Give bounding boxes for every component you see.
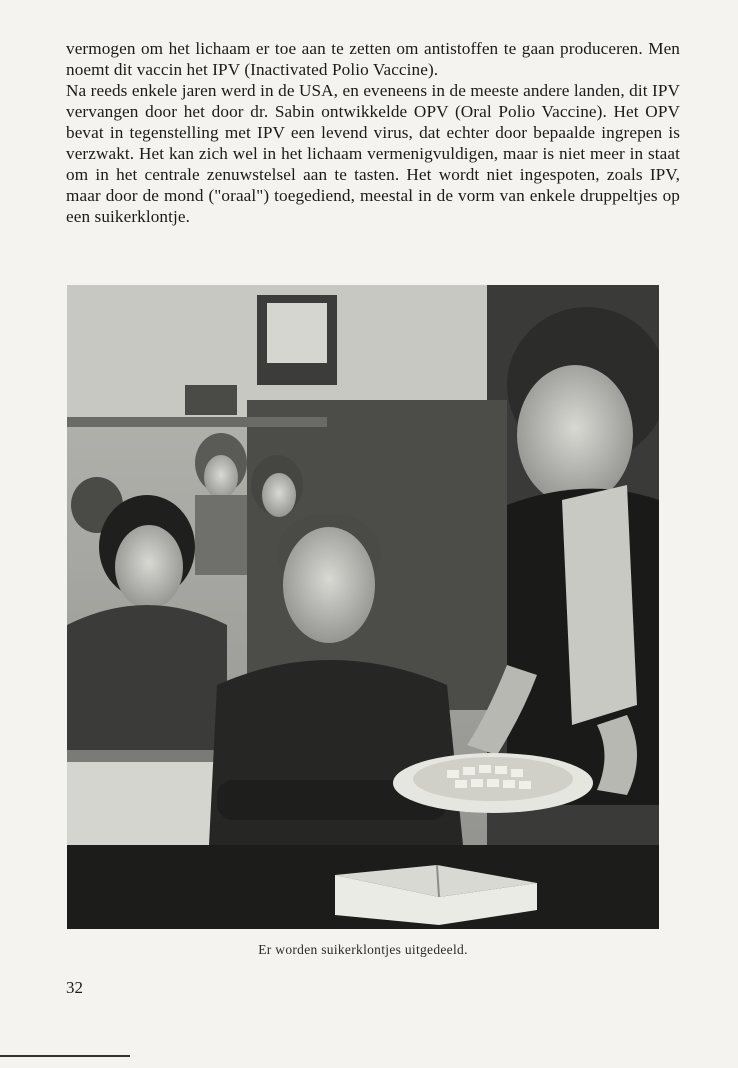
photo-caption: Er worden suikerklontjes uitgedeeld. <box>258 942 468 957</box>
page-number: 32 <box>66 978 83 997</box>
paragraph-2: Na reeds enkele jaren werd in de USA, en eveneens in de meeste andere landen, dit IPV vervangen door het door dr. Sabin ontwikkelde OPV (Oral Polio Vaccine). Het OPV bevat in tegenstelling met IPV een levend virus, dat echter door bepaalde ingrepen is verzwakt. Het kan zich wel in het lichaam vermenigvuldigen, maar is niet meer in staat om in het centrale zenuwstelsel aan te tasten. Het wordt niet ingespoten, zoals IPV, maar door de mond ("oraal") toegediend, meestal in de vorm van enkele druppeltjes op een suikerklontje. <box>66 81 680 226</box>
paragraph-1: vermogen om het lichaam er toe aan te zetten om antistoffen te gaan produceren. Men noemt dit vaccin het IPV (Inactivated Polio Vaccine). <box>66 39 680 79</box>
classroom-photo-illustration <box>67 285 659 929</box>
body-text <box>66 38 680 227</box>
scan-edge-line <box>0 1055 130 1057</box>
photo <box>67 285 659 929</box>
